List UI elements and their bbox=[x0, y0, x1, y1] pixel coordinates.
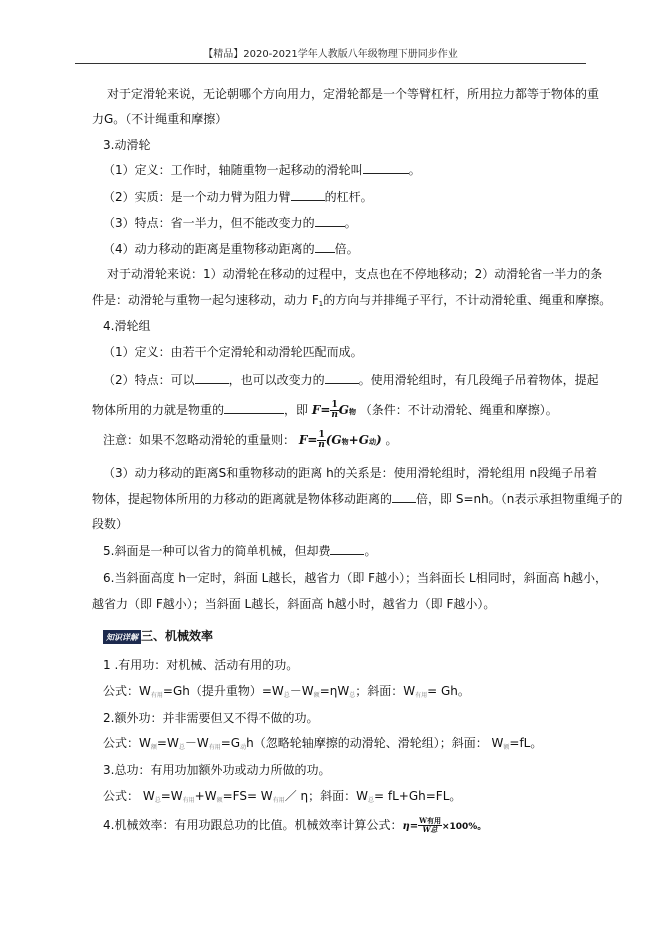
fraction-denominator: n bbox=[318, 440, 325, 450]
formula-symbol: +G bbox=[348, 433, 369, 447]
subscript: 有用 bbox=[272, 797, 285, 804]
text: 倍。 bbox=[334, 242, 359, 256]
efficiency-fraction bbox=[418, 817, 442, 834]
formula-suffix: ×100%。 bbox=[441, 822, 487, 832]
item-incline bbox=[103, 543, 376, 559]
subscript: 有用 bbox=[208, 744, 221, 751]
fill-blank[interactable] bbox=[291, 189, 325, 201]
knowledge-badge: 知识详解 bbox=[103, 630, 141, 644]
subscript: 有用 bbox=[415, 692, 428, 699]
subscript: 动 bbox=[240, 744, 247, 751]
text: （条件：不计动滑轮、绳重和摩擦）。 bbox=[359, 403, 558, 417]
fill-blank[interactable] bbox=[224, 402, 284, 414]
text: ，也可以改变力的 bbox=[228, 373, 325, 387]
text: （2）特点：可以 bbox=[103, 373, 195, 387]
formula-fraction bbox=[317, 431, 325, 450]
item-movable-essence bbox=[103, 189, 373, 205]
subscript: 额 bbox=[216, 797, 223, 804]
fill-blank[interactable] bbox=[315, 215, 345, 227]
item-block-definition: （1）定义：由若干个定滑轮和动滑轮匹配而成。 bbox=[103, 345, 363, 359]
subscript: 总 bbox=[283, 692, 290, 699]
useful-work-formula bbox=[103, 683, 470, 704]
text: 。 bbox=[408, 163, 421, 177]
fill-blank[interactable] bbox=[330, 543, 364, 555]
text: 的杠杆。 bbox=[324, 190, 373, 204]
text: 件是：动滑轮与重物一起匀速移动，动力 F bbox=[92, 293, 319, 307]
fill-blank[interactable] bbox=[315, 241, 335, 253]
text: 注意：如果不忽略动滑轮的重量则： bbox=[103, 433, 296, 447]
text: ／ η；斜面：W bbox=[284, 789, 368, 803]
text: （2）实质：是一个动力臂为阻力臂 bbox=[103, 190, 291, 204]
text: －W bbox=[184, 736, 209, 750]
text: 公式：W bbox=[103, 684, 151, 698]
text: 的方向与并排绳子平行，不计动滑轮重、绳重和摩擦。 bbox=[323, 293, 612, 307]
subscript: 总 bbox=[154, 797, 161, 804]
page-header: 【精品】2020-2021学年人教版八年级物理下册同步作业 bbox=[203, 49, 458, 60]
paragraph-movable-note-cont bbox=[92, 292, 611, 312]
extra-work-formula bbox=[103, 735, 542, 756]
total-work-formula bbox=[103, 788, 461, 809]
text: 。 bbox=[385, 433, 398, 447]
formula-symbol: F bbox=[298, 433, 308, 447]
item-block-distance: （3）动力移动的距离S和重物移动的距离 h的关系是：使用滑轮组时，滑轮组用 n段绳子吊着 bbox=[103, 466, 598, 480]
subscript: 额 bbox=[313, 692, 320, 699]
text: =Gh（提升重物）=W bbox=[162, 684, 284, 698]
paragraph-fixed-pulley-cont: 力G。（不计绳重和摩擦） bbox=[92, 112, 228, 126]
item-movable-definition bbox=[103, 162, 421, 178]
fraction-numerator: 1 bbox=[318, 430, 325, 440]
formula-symbol: G bbox=[338, 403, 349, 417]
text: = Gh。 bbox=[427, 684, 470, 698]
formula-symbol: (G bbox=[325, 433, 342, 447]
heading-pulley-block: 4.滑轮组 bbox=[103, 319, 151, 333]
fraction-denominator: W总 bbox=[422, 825, 438, 834]
item-block-feature bbox=[103, 372, 599, 388]
fill-blank[interactable] bbox=[325, 372, 359, 384]
text: =fL。 bbox=[509, 736, 543, 750]
formula-symbol: = bbox=[320, 403, 331, 417]
text: =FS= W bbox=[222, 789, 273, 803]
fraction-numerator: 1 bbox=[331, 400, 338, 410]
fraction-numerator: W有用 bbox=[419, 816, 441, 825]
useful-work-def: 1 .有用功：对机械、活动有用的功。 bbox=[103, 658, 299, 672]
formula-force bbox=[311, 400, 360, 420]
text: =G bbox=[220, 736, 241, 750]
fill-blank[interactable] bbox=[363, 162, 409, 174]
text: 公式：W bbox=[103, 736, 151, 750]
paragraph-fixed-pulley: 对于定滑轮来说，无论朝哪个方向用力，定滑轮都是一个等臂杠杆，所用拉力都等于物体的重 bbox=[107, 87, 600, 101]
text: 物体，提起物体所用的力移动的距离就是物体移动距离的 bbox=[92, 492, 393, 506]
section-heading bbox=[103, 628, 213, 644]
paragraph-movable-note: 对于动滑轮来说：1）动滑轮在移动的过程中，支点也在不停地移动；2）动滑轮省一半力的条 bbox=[107, 267, 603, 281]
formula-force-full bbox=[298, 430, 386, 450]
fill-blank[interactable] bbox=[195, 372, 229, 384]
subscript: 额 bbox=[503, 744, 510, 751]
total-work-def: 3.总功：有用功加额外功或动力所做的功。 bbox=[103, 763, 331, 777]
item-block-feature-cont bbox=[92, 399, 558, 423]
text: 物体所用的力就是物重的 bbox=[92, 403, 225, 417]
item-incline-rule-cont: 越省力（即 F越小）；当斜面 L越长，斜面高 h越小时，越省力（即 F越小）。 bbox=[92, 597, 496, 611]
text: =ηW bbox=[319, 684, 350, 698]
subscript: 总 bbox=[178, 744, 185, 751]
text: ；斜面：W bbox=[355, 684, 416, 698]
text: （1）定义：工作时，轴随重物一起移动的滑轮叫 bbox=[103, 163, 363, 177]
text: =W bbox=[156, 736, 179, 750]
item-incline-rule: 6.当斜面高度 h一定时，斜面 L越长，越省力（即 F越小）；当斜面长 L相同时，斜面高 h越小， bbox=[103, 571, 608, 585]
text: （3）特点：省一半力，但不能改变力的 bbox=[103, 216, 315, 230]
text: （4）动力移动的距离是重物移动距离的 bbox=[103, 242, 315, 256]
subscript: 总 bbox=[368, 797, 375, 804]
text: 。 bbox=[364, 544, 377, 558]
text: ，即 bbox=[284, 403, 309, 417]
text: －W bbox=[289, 684, 314, 698]
fill-blank[interactable] bbox=[392, 491, 416, 503]
formula-subscript: 物 bbox=[341, 438, 349, 446]
subscript: 总 bbox=[349, 692, 356, 699]
fraction-denominator: n bbox=[331, 410, 338, 420]
heading-movable-pulley: 3.动滑轮 bbox=[103, 138, 151, 152]
subscript: 有用 bbox=[182, 797, 195, 804]
formula-symbol: η= bbox=[402, 821, 419, 832]
formula-subscript: 动 bbox=[368, 438, 376, 446]
formula-fraction bbox=[330, 401, 338, 420]
header-rule bbox=[75, 63, 586, 64]
section-title: 三、机械效率 bbox=[141, 629, 214, 643]
text: +W bbox=[194, 789, 217, 803]
text: 4.机械效率：有用功跟总功的比值。机械效率计算公式： bbox=[103, 818, 403, 832]
item-block-distance-end: 段数） bbox=[92, 517, 129, 531]
text: =W bbox=[160, 789, 183, 803]
text: 。 bbox=[344, 216, 357, 230]
text: 。使用滑轮组时，有几段绳子吊着物体，提起 bbox=[358, 373, 599, 387]
text: 5.斜面是一种可以省力的简单机械，但却费 bbox=[103, 544, 331, 558]
formula-subscript: 物 bbox=[348, 408, 356, 416]
text: 倍，即 S=nh。（n表示承担物重绳子的 bbox=[416, 492, 623, 506]
text: = fL+Gh=FL。 bbox=[374, 789, 462, 803]
formula-symbol: ) bbox=[375, 433, 382, 447]
item-movable-feature bbox=[103, 215, 357, 231]
text: h（忽略轮轴摩擦的动滑轮、滑轮组）；斜面： W bbox=[246, 736, 504, 750]
note-block-weight bbox=[103, 429, 397, 453]
subscript: 1 bbox=[318, 300, 324, 308]
subscript: 额 bbox=[150, 744, 157, 751]
extra-work-def: 2.额外功：并非需要但又不得不做的功。 bbox=[103, 711, 319, 725]
item-block-distance-cont bbox=[92, 491, 622, 507]
subscript: 有用 bbox=[150, 692, 163, 699]
efficiency-def bbox=[103, 813, 486, 839]
text: 公式： W bbox=[103, 789, 155, 803]
formula-symbol: = bbox=[307, 433, 318, 447]
item-movable-distance bbox=[103, 241, 359, 257]
formula-symbol: F bbox=[311, 403, 321, 417]
